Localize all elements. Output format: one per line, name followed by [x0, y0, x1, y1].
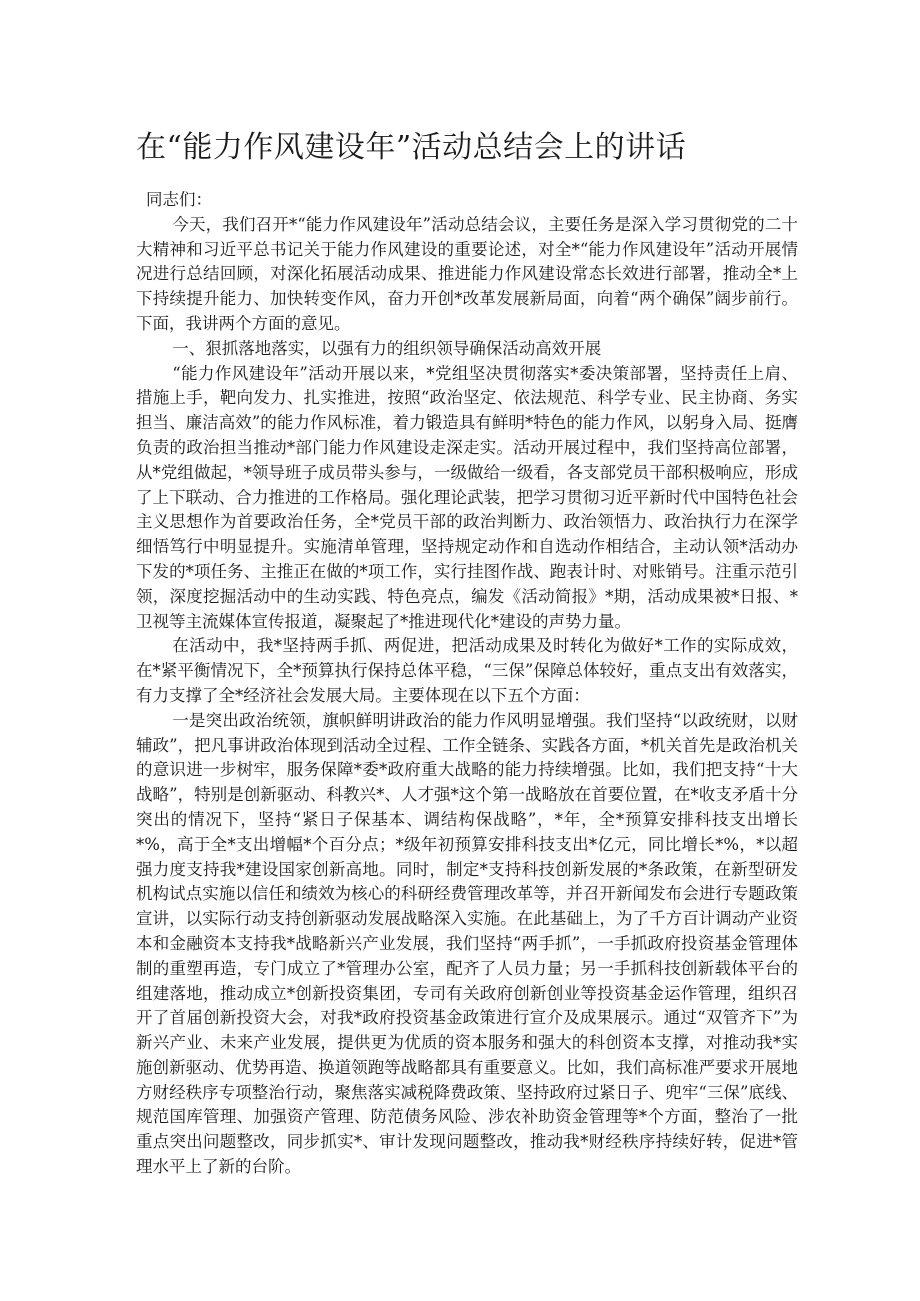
paragraph-point-one: 一是突出政治统领，旗帜鲜明讲政治的能力作风明显增强。我们坚持“以政统财，以财辅政”，把凡事讲政治体现到活动全过程、工作全链条、实践各方面，*机关首先是政治机关的意识进一步树牢，服务保障*委*政府重大战略的能力持续增强。比如，我们把支持“十大战略”，特别是创新驱动、科教兴*、人才强*这个第一战略放在首要位置，在*收支矛盾十分突出的情况下，坚持“紧日子保基本、调结构保战略”，*年，全*预算安排科技支出增长*%，高于全*支出增幅*个百分点；*级年初预算安排科技支出*亿元，同比增长*%，*以超强力度支持我*建设国家创新高地。同时，制定*支持科技创新发展的*条政策，在新型研发机构试点实施以信任和绩效为核心的科研经费管理改革等，并召开新闻发布会进行专题政策宣讲，以实际行动支持创新驱动发展战略深入实施。在此基础上，为了千方百计调动产业资本和金融资本支持我*战略新兴产业发展，我们坚持“两手抓”，一手抓政府投资基金管理体制的重塑再造，专门成立了*管理办公室，配齐了人员力量；另一手抓科技创新载体平台的组建落地，推动成立*创新投资集团，专司有关政府创新创业等投资基金运作管理，组织召开了首届创新投资大会，对我*政府投资基金政策进行宣介及成果展示。通过“双管齐下”为新兴产业、未来产业发展，提供更为优质的资本服务和强大的科创资本支撑，对推动我*实施创新驱动、优势再造、换道领跑等战略都具有重要意义。比如，我们高标准严要求开展地方财经秩序专项整治行动，聚焦落实减税降费政策、坚持政府过紧日子、兜牢“三保”底线、规范国库管理、加强资产管理、防范债务风险、涉农补助资金管理等*个方面，整治了一批重点突出问题整改，同步抓实*、审计发现问题整改，推动我*财经秩序持续好转，促进*管理水平上了新的台阶。 [136, 710, 798, 1177]
document-page [136, 128, 798, 1180]
paragraph-activity-overview: “能力作风建设年”活动开展以来，*党组坚决贯彻落实*委决策部署，坚持责任上肩、措施上手，靶向发力、扎实推进，按照“政治坚定、依法规范、科学专业、民主协商、务实担当、廉洁高效”的能力作风标准，着力锻造具有鲜明*特色的能力作风，以躬身入局、挺膺负责的政治担当推动*部门能力作风建设走深走实。活动开展过程中，我们坚持高位部署，从*党组做起，*领导班子成员带头参与，一级做给一级看，各支部党员干部积极响应，形成了上下联动、合力推进的工作格局。强化理论武装，把学习贯彻习近平新时代中国特色社会主义思想作为首要政治任务，全*党员干部的政治判断力、政治领悟力、政治执行力在深学细悟笃行中明显提升。实施清单管理，坚持规定动作和自选动作相结合，主动认领*活动办下发的*项任务、主推正在做的*项工作，实行挂图作战、跑表计时、对账销号。注重示范引领，深度挖掘活动中的生动实践、特色亮点，编发《活动简报》*期，活动成果被*日报、*卫视等主流媒体宣传报道，凝聚起了*推进现代化*建设的声势力量。 [136, 363, 798, 631]
paragraph-results-summary: 在活动中，我*坚持两手抓、两促进，把活动成果及时转化为做好*工作的实际成效，在*紧平衡情况下，全*预算执行保持总体平稳，“三保”保障总体较好，重点支出有效落实，有力支撑了全*经济社会发展大局。主要体现在以下五个方面： [136, 636, 798, 705]
salutation: 同志们： [146, 190, 212, 209]
document-title: 在“能力作风建设年”活动总结会上的讲话 [136, 130, 687, 165]
section-heading-1: 一、狠抓落地落实，以强有力的组织领导确保活动高效开展 [172, 338, 602, 358]
paragraph-intro: 今天，我们召开*“能力作风建设年”活动总结会议，主要任务是深入学习贯彻党的二十大精神和习近平总书记关于能力作风建设的重要论述，对全*“能力作风建设年”活动开展情况进行总结回顾，对深化拓展活动成果、推进能力作风建设常态长效进行部署，推动全*上下持续提升能力、加快转变作风，奋力开创*改革发展新局面，向着“两个确保”阔步前行。下面，我讲两个方面的意见。 [136, 214, 798, 333]
